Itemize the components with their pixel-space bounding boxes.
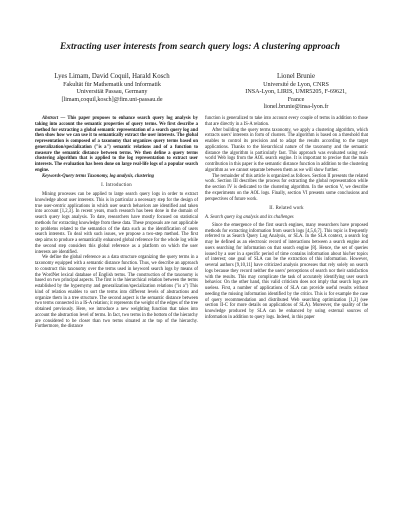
paragraph: function is generalized to take into account every couple of terms in addition to those that are directly in a IS-A relation. <box>205 116 368 127</box>
author-block-passau <box>46 73 178 104</box>
affiliation-line: Fakultät für Mathematik und Informatik <box>63 81 161 88</box>
subsection-heading: A. Search query log analysis and its challenges <box>205 215 294 220</box>
abstract-label: Abstract <box>42 116 59 121</box>
abstract-text: — This paper proposes to enhance search query log analysis by taking into account the semantic properties of query terms. We first describe a method for extracting a global semantic representation of a search query log and then show how we can use it to semantically extract the user interests. The global representation is composed of a taxonomy that organizes query terms based on generalization/specialization ("is a") semantic relations and of a function to measure the semantic distance between terms. We then define a query terms clustering algorithm that is applied to the log representation to extract user interests. The evaluation has been done on large real-life logs of a popular search engine. <box>35 116 198 173</box>
section-heading-introduction: I. Introduction <box>101 183 132 189</box>
right-column <box>205 116 368 321</box>
abstract <box>35 116 198 174</box>
paper-title: Extracting user interests from search query logs: A clustering approach <box>59 42 341 52</box>
author-names: Lionel Brunie <box>277 73 315 80</box>
affiliation-line: Université de Lyon, CNRS <box>263 81 329 88</box>
author-names: Lyes Limam, David Coquil, Harald Kosch <box>54 73 170 80</box>
paragraph: After building the query terms taxonomy, we apply a clustering algorithm, which extracts users' interests in form of clusters. The algorithm is based on a threshold that enables to control its precision and to adapt the results according to the target applications. Thanks to the hierarchical nature of the taxonomy and the semantic distance the algorithm is particularly fast. This approach was evaluated using real-world Web logs from the AOL search engine. It is important to precise that the main contribution in this paper is the semantic distance function in addition to the clustering algorithm as we cannot separate between them as we will show further. <box>205 127 368 173</box>
paragraph: The remainder of this article is organized as follows. Section II presents the related work. Section III describes the process for extracting the global representation while the section IV is dedicated to the clustering algorithm. In the section V, we describe the experiments on the AOL logs. Finally, section VI presents some conclusions and perspectives of future work. <box>205 173 368 202</box>
author-block-lyon <box>240 73 352 112</box>
left-column <box>35 116 198 330</box>
affiliation-line: INSA-Lyon, LIRIS, UMR5205, F-69621, France <box>245 89 347 103</box>
section-heading-related-work: II. Related work <box>269 206 304 212</box>
affiliation-line: Universität Passau, Germany <box>76 89 148 96</box>
author-email: [limam,coquil,kosch]@fim.uni-passau.de <box>61 96 163 103</box>
paragraph: We define the global reference as a data structure organizing the query terms in a taxonomy equipped with a semantic distance function. Thus, we describe an approach to construct this taxonomy over the terms used in keyword search logs by means of the WordNet lexical database of English terms. The construction of the taxonomy is based on two principal aspects. The first is the hierarchical relation between the terms established by the hypernymy and generalization/specialization relations ("is a") This kind of relation enables to sort the terms into different levels of abstractions and organize them in a tree structure. The second aspect is the semantic distance between two terms connected in a IS-A relation; it represents the weight of the edges of the tree obtained previously. Here, we introduce a new weighting function that takes into account the abstraction level of terms. In fact, two terms in the bottom of the hierarchy are considered to be closer than two terms situated at the top of the hierarchy. Furthermore, the distance <box>35 255 198 330</box>
keywords: Keywords-Query terms Taxonomy, log analysis, clustering <box>42 173 155 179</box>
author-email: lionel.brunie@insa-lyon.fr <box>263 104 329 111</box>
paragraph: Mining processes can be applied to large search query logs in order to extract knowledge about user interests. This is in particular a necessary step for the design of true user-centric applications in which user search behaviors are identified and taken into account [1,2,3]. In recent years, much research has been done in the domain of search query logs analysis. To date, researchers have mostly focused on statistical methods for extracting knowledge from these data. These proposals are not applicable to problems related to the semantics of the data such as the identification of users search interests. To deal with such issues, we propose a two-step method. The first step aims to produce a semantically enhanced global reference for the whole log while the second step considers this global reference as a platform on which the user interests are identified. <box>35 192 198 255</box>
paragraph: Since the emergence of the first search engines, many researchers have proposed methods for extracting information from search logs [4,5,6,7]. This topic is frequently referred to as Search Query Log Analysis, or SLA. In the SLA context, a search log may be defined as an electronic record of interactions between a search engine and users searching for information on that search engine [8]. Hence, the set of queries issued by a user in a specific period of time contains information about his/her topics of interest; one goal of SLA can be the extraction of this information. However, several authors [9,10,11] have criticized analysis processes that rely solely on search logs because they record neither the users' perceptions of search nor their satisfaction with the results. This may complicate the task of accurately identifying user search behavior. On the other hand, this valid criticism does not imply that search logs are useless. First, a number of applications of SLA can provide useful results without needing the missing information identified by the critics. This is for example the case of query recommendation and distributed Web searching optimization [1,3] (see section II-C for more details on applications of SLA). Moreover, the quality of the knowledge produced by SLA can be enhanced by using external sources of information in addition to query logs. Indeed, in this paper <box>205 222 368 320</box>
